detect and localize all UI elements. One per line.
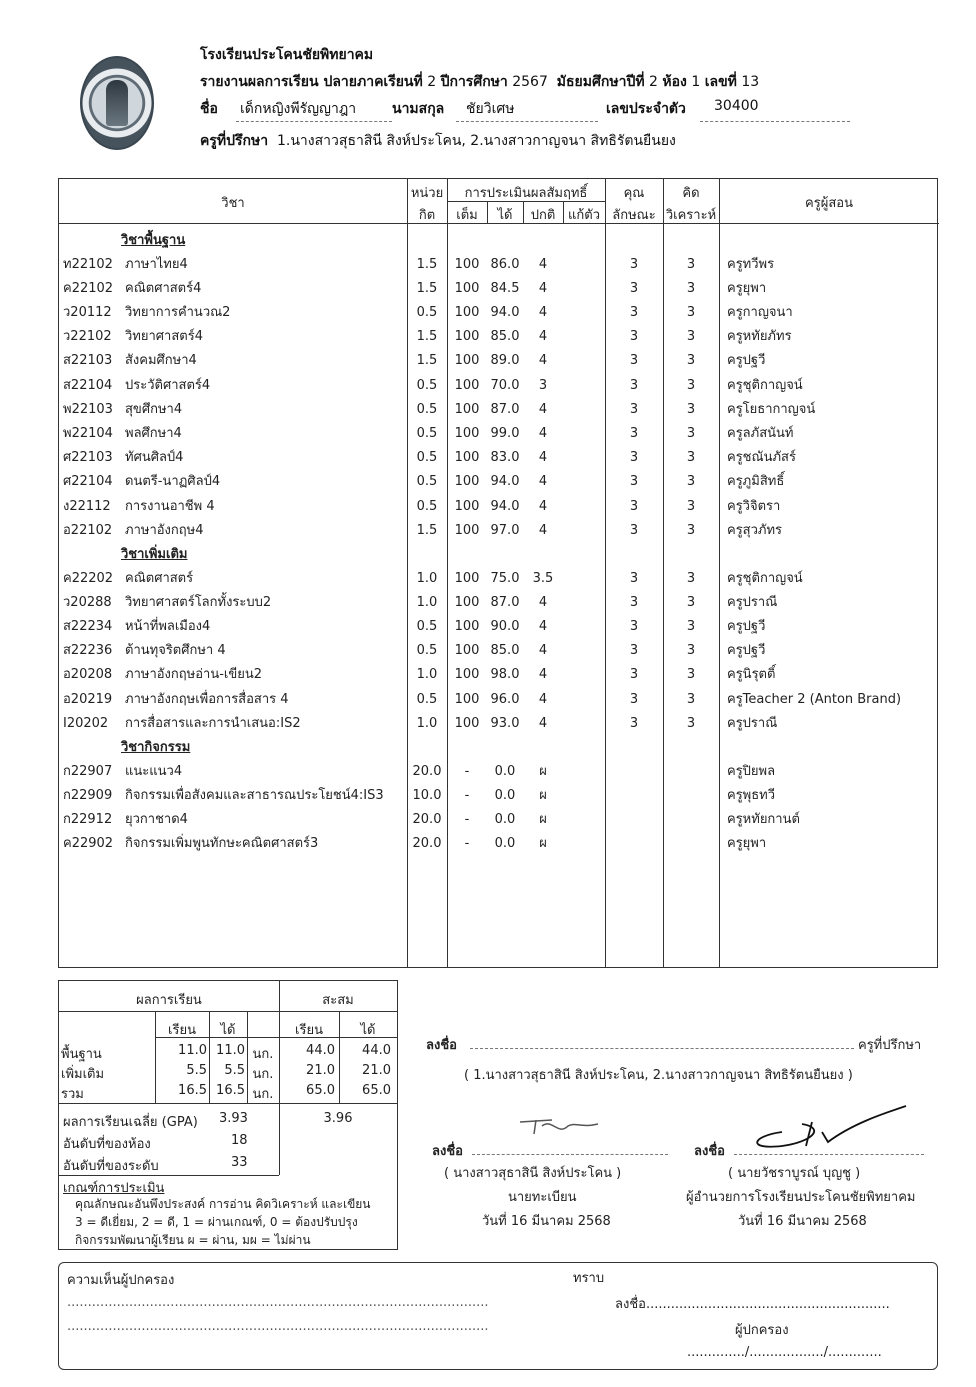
- summary-acc-got: 44.0: [362, 1043, 391, 1058]
- cell-full: 100: [454, 401, 480, 417]
- cell-name: ภาษาอังกฤษเพื่อการสื่อสาร 4: [125, 691, 289, 707]
- cell-name: วิทยาการคำนวณ2: [125, 305, 231, 320]
- cell-think: 3: [686, 643, 696, 659]
- cell-grade: ผ: [539, 763, 547, 779]
- summary-learn: 16.5: [178, 1083, 207, 1098]
- cell-grade: ผ: [539, 787, 547, 803]
- table-row: [59, 325, 939, 349]
- gpa-value: 3.93: [219, 1111, 248, 1126]
- cell-think: 3: [686, 498, 696, 514]
- cell-full: 100: [454, 305, 480, 320]
- room-rank: 18: [231, 1133, 248, 1148]
- cell-unit: 0.5: [416, 401, 438, 417]
- cell-grade: 4: [538, 715, 548, 731]
- cell-unit: 1.0: [416, 594, 438, 610]
- cell-teacher: ครูปฐวี: [727, 619, 766, 634]
- cell-got: 85.0: [490, 329, 520, 345]
- cell-code: ว20112: [63, 305, 112, 320]
- col-teacher: ครูผู้สอน: [805, 196, 853, 211]
- cell-full: 100: [454, 570, 480, 586]
- student-id: 30400: [714, 98, 759, 114]
- cell-think: 3: [686, 377, 696, 393]
- summary-label: เพิ่มเติม: [61, 1067, 105, 1082]
- cell-full: 100: [454, 691, 480, 707]
- cell-char: 3: [629, 280, 639, 296]
- cell-grade: 4: [538, 450, 548, 466]
- cell-got: 94.0: [490, 305, 520, 320]
- cell-full: 100: [454, 522, 480, 538]
- cell-grade: 4: [538, 691, 548, 707]
- cell-full: -: [464, 836, 470, 852]
- summary-label: พื้นฐาน: [61, 1047, 102, 1062]
- section-activity: วิชากิจกรรม: [121, 740, 191, 755]
- cell-teacher: ครูสุวภัทร: [727, 522, 783, 538]
- cell-teacher: ครูภูมิสิทธิ์: [727, 474, 785, 490]
- cell-got: 97.0: [490, 522, 520, 538]
- cell-grade: 4: [538, 426, 548, 441]
- cell-full: 100: [454, 643, 480, 659]
- summary-learn: 11.0: [178, 1043, 207, 1058]
- cell-unit: 0.5: [416, 426, 438, 441]
- col-subject: วิชา: [221, 196, 245, 211]
- cell-got: 94.0: [490, 474, 520, 490]
- cell-teacher: ครูปราณี: [727, 594, 778, 610]
- cell-name: ประวัติศาสตร์4: [125, 377, 211, 393]
- table-row: [59, 832, 939, 856]
- summary-unit: นก.: [252, 1087, 274, 1102]
- cell-full: -: [464, 787, 470, 803]
- cell-got: 86.0: [490, 256, 520, 272]
- cell-char: 3: [629, 667, 639, 683]
- cell-name: ภาษาอังกฤษ4: [125, 522, 204, 538]
- cell-char: 3: [629, 498, 639, 514]
- cell-code: ส22236: [63, 643, 113, 659]
- cell-code: ว20288: [63, 594, 112, 610]
- summary-table: ผลการเรียน สะสม เรียน ได้ เรียน ได้ พื้นฐาน 11.0 11.0 นก. 44.0 44.0 เพิ่มเติม 5.5 5.5 นก. 21.0 21.0 รวม 16.5 16.5 นก. 65.0 65.0 ผลการเรียนเฉลี่ย (GPA) 3.93 3.96 อันดับที่ของห้อง 18 อันดับที่ของระดับ 33 เกณฑ์การประเมิน คุณลักษณะอันพึงประสงค์ การอ่าน คิดวิเคราะห์ และเขียน 3 = ดีเยี่ยม, 2 = ดี, 1 = ผ่านเกณฑ์, 0 = ต้องปรับปรุง กิจกรรมพัฒนาผู้เรียน ผ = ผ่าน, มผ = ไม่ผ่าน: [58, 980, 398, 1250]
- cell-code: พ22104: [63, 426, 113, 441]
- table-row: [59, 615, 939, 639]
- cell-teacher: ครูTeacher 2 (Anton Brand): [727, 691, 902, 707]
- summary-got: 5.5: [224, 1063, 245, 1078]
- cell-teacher: ครูชุติกาญจน์: [727, 377, 803, 393]
- cell-name: ภาษาอังกฤษอ่าน-เขียน2: [125, 667, 262, 683]
- cell-name: พลศึกษา4: [125, 426, 182, 441]
- table-row: [59, 277, 939, 301]
- cell-full: 100: [454, 426, 480, 441]
- cell-grade: 4: [538, 498, 548, 514]
- cell-char: 3: [629, 643, 639, 659]
- cell-code: อ20219: [63, 691, 113, 707]
- cell-code: ค22202: [63, 570, 114, 586]
- cell-name: กิจกรรมเพื่อสังคมและสาธารณประโยชน์4:IS3: [125, 787, 384, 803]
- table-row: [59, 519, 939, 543]
- cell-grade: 4: [538, 329, 548, 345]
- section-extra: วิชาเพิ่มเติม: [121, 547, 188, 562]
- cell-grade: 4: [538, 305, 548, 320]
- cell-think: 3: [686, 329, 696, 345]
- cell-unit: 0.5: [416, 450, 438, 466]
- cell-char: 3: [629, 353, 639, 369]
- cell-code: ส22234: [63, 619, 113, 634]
- cell-grade: 3: [538, 377, 548, 393]
- registrar-signature: [512, 1112, 602, 1140]
- cell-teacher: ครูชณันภัสร์: [727, 450, 796, 466]
- table-row: [59, 422, 939, 446]
- cell-grade: ผ: [539, 812, 547, 827]
- table-row: [59, 663, 939, 687]
- summary-unit: นก.: [252, 1047, 274, 1062]
- grades-table: วิชา หน่วย กิต การประเมินผลสัมฤทธิ์ เต็ม ได้ ปกติ แก้ตัว คุณ ลักษณะ คิด วิเคราะห์ ครูผู้สอน วิชาพื้นฐาน ท22102 ภาษาไทย4 1.5 100 86.0 4 3 3 ครูทวีพร ค22102 คณิตศาสตร์4 1.5 100 84.5 4 3 3 ครูยุพา ว20112 วิทยาการคำนวณ2 0.5 100 94.0 4 3 3 ครูกาญจนา ว22102 วิทยาศาสตร์4 1.5 100 85.0 4 3 3 ครูหทัยภัทร ส22103 สังคมศึกษา4 1.5 100 89.0 4 3 3 ครูปฐวี ส22104 ประวัติศาสตร์4 0.5 100 70.0 3 3 3 ครูชุติกาญจน์ พ22103 สุขศึกษา4 0.5 100 87.0 4 3 3 ครูโยธากาญจน์ พ22104 พลศึกษา4 0.5 100 99.0 4 3 3 ครูลภัสนันท์ ศ22103 ทัศนศิลป์4 0.5 100 83.0 4 3 3 ครูชณันภัสร์ ศ22104 ดนตรี-นาฏศิลป์4 0.5 100 94.0 4 3 3 ครูภูมิสิทธิ์ ง22112 การงานอาชีพ 4 0.5 100 94.0 4 3 3 ครูวิจิตรา อ22102 ภาษาอังกฤษ4 1.5 100 97.0 4 3 3 ครูสุวภัทร วิชาเพิ่มเติม ค22202 คณิตศาสตร์ 1.0 100 75.0 3.5 3 3 ครูชุติกาญจน์ ว20288 วิทยาศาสตร์โลกทั้งระบบ2 1.0 100 87.0 4 3 3 ครูปราณี ส22234 หน้าที่พลเมือง4 0.5 100 90.0 4 3 3 ครูปฐวี ส22236 ต้านทุจริตศึกษา 4 0.5 100 85.0 4 3 3 ครูปฐวี อ20208 ภาษาอังกฤษอ่าน-เขียน2 1.0 100 98.0 4 3 3 ครูนิรุตติ์ อ20219 ภาษาอังกฤษเพื่อการสื่อสาร 4 0.5 100 96.0 4 3 3 ครูTeacher 2 (Anton Brand) I20202 การสื่อสารและการนำเสนอ:IS2 1.0 100 93.0 4 3 3 ครูปราณี วิชากิจกรรม ก22907 แนะแนว4 20.0 - 0.0 ผ ครูปิยพล ก22909 กิจกรรมเพื่อสังคมและสาธารณประโยชน์4:IS3 10.0 - 0.0 ผ ครูพุธทวี ก22912 ยุวกาชาด4 20.0 - 0.0 ผ ครูหทัยกานต์ ค22902 กิจกรรมเพิ่มพูนทักษะคณิตศาสตร์3 20.0 - 0.0 ผ ครูยุพา: [58, 178, 938, 968]
- cell-name: วิทยาศาสตร์4: [125, 329, 203, 345]
- cell-char: 3: [629, 594, 639, 610]
- cell-grade: 4: [538, 667, 548, 683]
- cell-unit: 1.5: [416, 522, 438, 538]
- cell-char: 3: [629, 256, 639, 272]
- cell-code: I20202: [63, 715, 109, 731]
- cell-think: 3: [686, 522, 696, 538]
- table-row: [59, 301, 939, 325]
- cell-think: 3: [686, 691, 696, 707]
- summary-unit: นก.: [252, 1067, 274, 1082]
- cell-unit: 1.5: [416, 329, 438, 345]
- summary-label: รวม: [61, 1087, 84, 1102]
- cell-grade: 4: [538, 594, 548, 610]
- cell-unit: 20.0: [412, 836, 442, 852]
- gpa-accum: 3.96: [323, 1111, 353, 1126]
- cell-full: 100: [454, 474, 480, 490]
- cell-unit: 0.5: [416, 377, 438, 393]
- cell-full: 100: [454, 715, 480, 731]
- cell-name: สุขศึกษา4: [125, 401, 183, 417]
- cell-full: 100: [454, 594, 480, 610]
- cell-code: ท22102: [63, 256, 113, 272]
- cell-unit: 20.0: [412, 763, 442, 779]
- cell-think: 3: [686, 594, 696, 610]
- cell-name: ยุวกาชาด4: [125, 812, 188, 827]
- cell-think: 3: [686, 256, 696, 272]
- cell-char: 3: [629, 522, 639, 538]
- cell-code: ว22102: [63, 329, 112, 345]
- col-assess: การประเมินผลสัมฤทธิ์: [464, 186, 588, 201]
- cell-grade: 4: [538, 522, 548, 538]
- cell-code: พ22103: [63, 401, 113, 417]
- cell-teacher: ครูหทัยกานต์: [727, 812, 800, 827]
- summary-acc-learn: 65.0: [306, 1083, 335, 1098]
- advisor-line: ครูที่ปรึกษา 1.นางสาวสุธาสินี สิงห์ประโคน, 2.นางสาวกาญจนา สิทธิรัตนยืนยง: [200, 133, 676, 149]
- cell-think: 3: [686, 570, 696, 586]
- id-label: เลขประจำตัว: [606, 101, 686, 117]
- cell-got: 0.0: [494, 812, 516, 827]
- cell-teacher: ครูปราณี: [727, 715, 778, 731]
- cell-unit: 0.5: [416, 643, 438, 659]
- cell-char: 3: [629, 377, 639, 393]
- cell-name: สังคมศึกษา4: [125, 353, 197, 369]
- student-name: เด็กหญิงพีรัญญาฎา: [240, 101, 357, 117]
- cell-teacher: ครูยุพา: [727, 280, 767, 296]
- table-row: [59, 253, 939, 277]
- table-row: [59, 760, 939, 784]
- cell-code: อ22102: [63, 522, 113, 538]
- cell-full: 100: [454, 256, 480, 272]
- cell-unit: 0.5: [416, 305, 438, 320]
- cell-teacher: ครูยุพา: [727, 836, 767, 852]
- cell-char: 3: [629, 619, 639, 634]
- cell-full: 100: [454, 667, 480, 683]
- cell-char: 3: [629, 426, 639, 441]
- table-row: [59, 567, 939, 591]
- cell-got: 0.0: [494, 763, 516, 779]
- parent-opinion-box: ความเห็นผู้ปกครอง ทราบ ...................................................................................................... ...................................................................................................... ลงชื่อ........................................................... ผู้ปกครอง ............../................../.............: [58, 1262, 938, 1370]
- cell-grade: 4: [538, 256, 548, 272]
- cell-grade: 4: [538, 353, 548, 369]
- cell-full: 100: [454, 329, 480, 345]
- cell-full: -: [464, 812, 470, 827]
- level-rank: 33: [231, 1155, 248, 1170]
- cell-got: 84.5: [490, 280, 520, 296]
- cell-char: 3: [629, 401, 639, 417]
- cell-name: ต้านทุจริตศึกษา 4: [125, 643, 226, 659]
- cell-full: 100: [454, 498, 480, 514]
- cell-got: 83.0: [490, 450, 520, 466]
- cell-full: 100: [454, 280, 480, 296]
- cell-unit: 1.5: [416, 256, 438, 272]
- cell-char: 3: [629, 715, 639, 731]
- cell-got: 87.0: [490, 401, 520, 417]
- cell-char: 3: [629, 305, 639, 320]
- cell-full: 100: [454, 619, 480, 634]
- cell-code: ส22103: [63, 353, 113, 369]
- cell-name: ดนตรี-นาฏศิลป์4: [125, 474, 221, 490]
- table-row: [59, 591, 939, 615]
- cell-think: 3: [686, 426, 696, 441]
- table-row: [59, 349, 939, 373]
- cell-code: อ20208: [63, 667, 113, 683]
- cell-name: ทัศนศิลป์4: [125, 450, 184, 466]
- cell-code: ง22112: [63, 498, 111, 514]
- cell-teacher: ครูปิยพล: [727, 763, 776, 779]
- cell-full: -: [464, 763, 470, 779]
- cell-name: คณิตศาสตร์4: [125, 280, 202, 296]
- cell-grade: ผ: [539, 836, 547, 852]
- cell-grade: 4: [538, 280, 548, 296]
- cell-think: 3: [686, 667, 696, 683]
- cell-got: 89.0: [490, 353, 520, 369]
- cell-code: ส22104: [63, 377, 113, 393]
- cell-think: 3: [686, 715, 696, 731]
- cell-code: ศ22103: [63, 450, 113, 466]
- cell-got: 75.0: [490, 570, 520, 586]
- cell-think: 3: [686, 353, 696, 369]
- cell-got: 85.0: [490, 643, 520, 659]
- cell-unit: 20.0: [412, 812, 442, 827]
- summary-acc-learn: 44.0: [306, 1043, 335, 1058]
- cell-code: ค22902: [63, 836, 114, 852]
- cell-think: 3: [686, 280, 696, 296]
- cell-grade: 4: [538, 474, 548, 490]
- cell-name: การงานอาชีพ 4: [125, 498, 215, 514]
- cell-code: ก22907: [63, 763, 113, 779]
- cell-unit: 0.5: [416, 498, 438, 514]
- cell-name: การสื่อสารและการนำเสนอ:IS2: [125, 715, 301, 731]
- cell-char: 3: [629, 570, 639, 586]
- table-row: [59, 639, 939, 663]
- cell-got: 96.0: [490, 691, 520, 707]
- table-row: [59, 808, 939, 832]
- cell-code: ก22909: [63, 787, 113, 803]
- cell-name: หน้าที่พลเมือง4: [125, 619, 211, 634]
- cell-char: 3: [629, 450, 639, 466]
- cell-full: 100: [454, 450, 480, 466]
- summary-got: 11.0: [216, 1043, 245, 1058]
- cell-teacher: ครูกาญจนา: [727, 305, 793, 320]
- cell-teacher: ครูวิจิตรา: [727, 498, 781, 514]
- cell-think: 3: [686, 305, 696, 320]
- summary-learn: 5.5: [186, 1063, 207, 1078]
- table-row: [59, 784, 939, 808]
- cell-got: 90.0: [490, 619, 520, 634]
- cell-got: 0.0: [494, 836, 516, 852]
- cell-unit: 0.5: [416, 474, 438, 490]
- table-row: [59, 470, 939, 494]
- cell-teacher: ครูชุติกาญจน์: [727, 570, 803, 586]
- report-line: รายงานผลการเรียน ปลายภาคเรียนที่ 2 ปีการศึกษา 2567 มัธยมศึกษาปีที่ 2 ห้อง 1 เลขที่ 13: [200, 74, 760, 90]
- cell-think: 3: [686, 474, 696, 490]
- cell-unit: 1.5: [416, 280, 438, 296]
- cell-unit: 1.0: [416, 667, 438, 683]
- cell-think: 3: [686, 619, 696, 634]
- cell-unit: 0.5: [416, 619, 438, 634]
- summary-acc-learn: 21.0: [306, 1063, 335, 1078]
- summary-acc-got: 65.0: [362, 1083, 391, 1098]
- table-row: [59, 712, 939, 736]
- summary-got: 16.5: [216, 1083, 245, 1098]
- cell-char: 3: [629, 329, 639, 345]
- section-basic: วิชาพื้นฐาน: [121, 233, 186, 248]
- cell-grade: 3.5: [532, 570, 554, 586]
- cell-unit: 1.5: [416, 353, 438, 369]
- table-row: [59, 495, 939, 519]
- cell-name: ภาษาไทย4: [125, 256, 188, 272]
- name-label: ชื่อ: [200, 101, 218, 117]
- cell-code: ก22912: [63, 812, 113, 827]
- cell-char: 3: [629, 474, 639, 490]
- cell-grade: 4: [538, 401, 548, 417]
- table-row: [59, 446, 939, 470]
- cell-code: ศ22104: [63, 474, 113, 490]
- cell-code: ค22102: [63, 280, 114, 296]
- cell-teacher: ครูลภัสนันท์: [727, 426, 794, 441]
- table-row: [59, 398, 939, 422]
- cell-name: แนะแนว4: [125, 763, 183, 779]
- cell-teacher: ครูโยธากาญจน์: [727, 401, 816, 417]
- table-row: [59, 688, 939, 712]
- cell-name: คณิตศาสตร์: [125, 570, 194, 586]
- cell-got: 70.0: [490, 377, 520, 393]
- cell-full: 100: [454, 377, 480, 393]
- school-logo: [80, 56, 154, 150]
- cell-unit: 0.5: [416, 691, 438, 707]
- cell-got: 99.0: [490, 426, 520, 441]
- surname-label: นามสกุล: [392, 101, 445, 117]
- cell-teacher: ครูทวีพร: [727, 256, 775, 272]
- cell-name: กิจกรรมเพิ่มพูนทักษะคณิตศาสตร์3: [125, 836, 319, 852]
- student-surname: ชัยวิเศษ: [466, 101, 515, 117]
- cell-got: 93.0: [490, 715, 520, 731]
- cell-unit: 1.0: [416, 715, 438, 731]
- director-signature: [742, 1102, 912, 1152]
- cell-full: 100: [454, 353, 480, 369]
- cell-unit: 1.0: [416, 570, 438, 586]
- cell-got: 0.0: [494, 787, 516, 803]
- cell-teacher: ครูนิรุตติ์: [727, 667, 776, 683]
- table-row: [59, 374, 939, 398]
- cell-grade: 4: [538, 619, 548, 634]
- cell-grade: 4: [538, 643, 548, 659]
- cell-got: 87.0: [490, 594, 520, 610]
- cell-unit: 10.0: [412, 787, 442, 803]
- cell-char: 3: [629, 691, 639, 707]
- cell-got: 98.0: [490, 667, 520, 683]
- cell-teacher: ครูปฐวี: [727, 353, 766, 369]
- cell-think: 3: [686, 450, 696, 466]
- cell-teacher: ครูหทัยภัทร: [727, 329, 792, 345]
- school-name: โรงเรียนประโคนชัยพิทยาคม: [200, 47, 374, 63]
- cell-teacher: ครูพุธทวี: [727, 787, 776, 803]
- cell-teacher: ครูปฐวี: [727, 643, 766, 659]
- summary-acc-got: 21.0: [362, 1063, 391, 1078]
- cell-name: วิทยาศาสตร์โลกทั้งระบบ2: [125, 594, 272, 610]
- cell-think: 3: [686, 401, 696, 417]
- cell-got: 94.0: [490, 498, 520, 514]
